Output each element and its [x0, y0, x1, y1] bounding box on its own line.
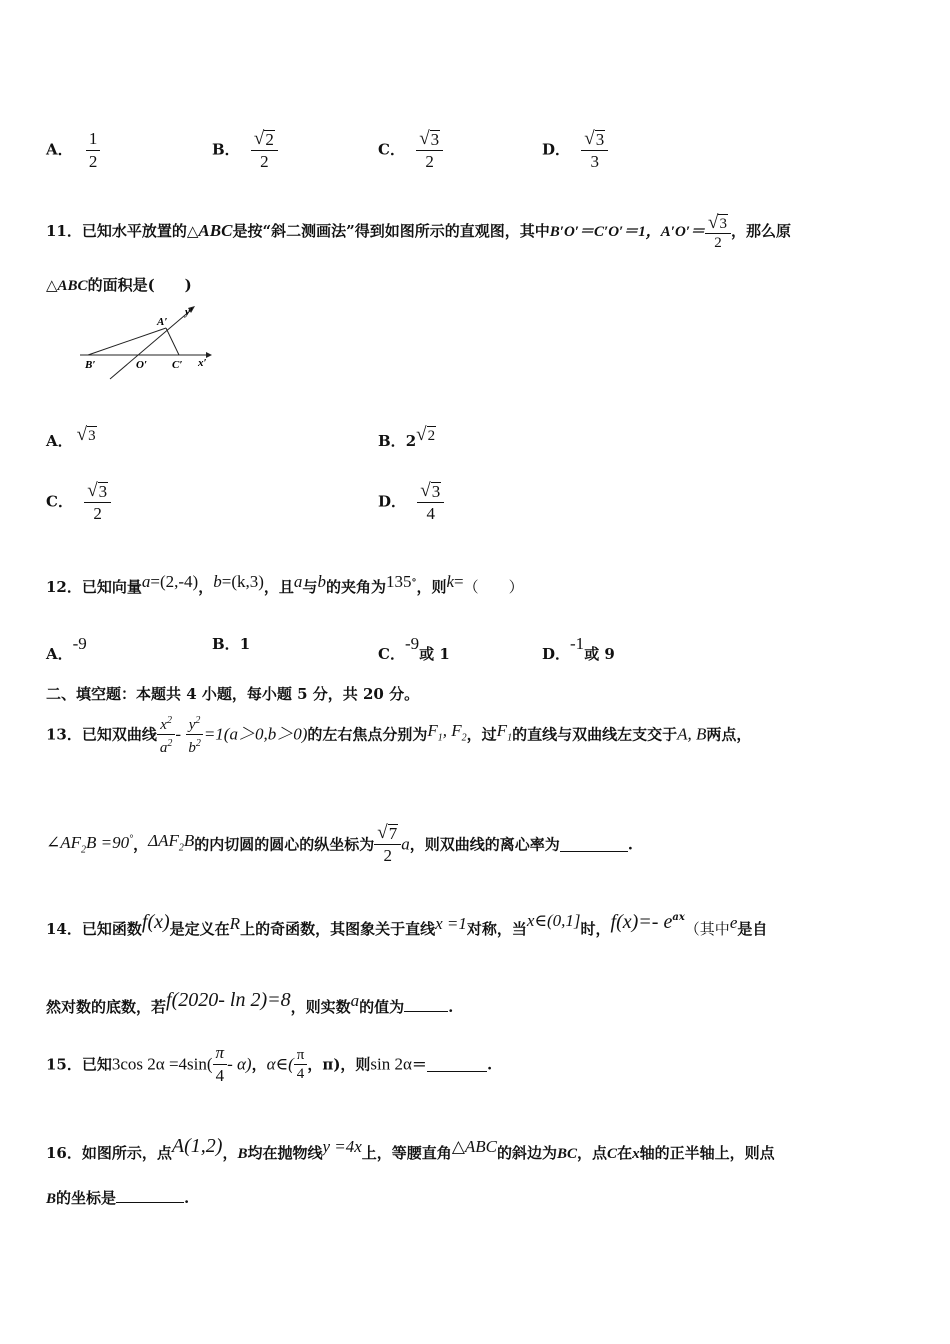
q13-answer-blank[interactable]: [560, 837, 628, 852]
q15-answer-blank[interactable]: [427, 1057, 487, 1072]
q12-option-a: A．-9: [46, 634, 87, 663]
q16-stem-line1: 16．如图所示，点A(1,2)，B均在抛物线y =4x上，等腰直角△ABC的斜边为BC，点C在x轴的正半轴上，则点: [46, 1135, 775, 1162]
q12-stem: 12．已知向量a=(2,-4)，b=(k,3)，且a与b的夹角为135°，则k=（ ）: [46, 572, 524, 596]
q12-option-b: B．1: [212, 635, 251, 653]
q11-stem-line2: △ABC的面积是( ): [46, 276, 192, 294]
q14-stem-line2: 然对数的底数，若f(2020- ln 2)=8，则实数a的值为 .: [46, 989, 454, 1016]
label-b-prime: B′: [85, 359, 96, 371]
q13-stem-line2: $\angle AF_2B =90^\circ$，$\Delta AF_2B$的内切圆的圆心的纵坐标为 √ 7 2 a，则双曲线的离心率为 .: [46, 822, 633, 865]
q14-answer-blank[interactable]: [404, 997, 448, 1012]
oblique-projection-figure: [78, 303, 213, 381]
q10-option-d: D． √ 3 3: [542, 128, 608, 173]
label-y-axis: y′: [185, 306, 193, 318]
q12-option-d: D．-1或 9: [542, 634, 615, 663]
q11-option-c: C． √ 3 2: [46, 480, 111, 525]
section-fill-in-heading: 二、填空题：本题共 4 小题，每小题 5 分，共 20 分。: [46, 685, 420, 703]
label-a-prime: A′: [157, 316, 168, 328]
label-c-prime: C′: [172, 359, 183, 371]
q11-option-d: D． √ 3 4: [378, 480, 444, 525]
q16-answer-blank[interactable]: [116, 1188, 184, 1203]
q10-option-c: C． √ 3 2: [378, 128, 443, 173]
q12-option-c: C．-9或 1: [378, 634, 450, 663]
q11-option-a: A． √ 3: [46, 424, 96, 450]
label-x-axis: x′: [198, 357, 207, 369]
q13-stem-line1: 13．已知双曲线 $\frac{x^2}{a^2}$ - $\frac{y^2}{b^2}$ =1(a＞0,b＞0)的左右焦点分别为$F_1$, $F_2$，过$F_1$的直线与双曲线左支交于A, B两点，: [46, 712, 751, 757]
q15-stem: 15．已知3cos 2α =4sin( $\frac{\pi}{4}$ - α)，α∈( $\frac{\pi}{4}$ ，π)，则sin 2α＝ .: [46, 1043, 493, 1085]
label-o-prime: O′: [136, 359, 148, 371]
q14-stem-line1: 14．已知函数f(x)是定义在R上的奇函数，其图象关于直线x =1对称，当x∈(0,1]时，f(x)=- $e^{ax}$（其中e是自: [46, 911, 768, 938]
q11-option-b: B．2 √ 2: [378, 424, 436, 450]
q11-stem-line1: 11．已知水平放置的△ABC是按“斜二测画法”得到如图所示的直观图，其中B′O′＝C′O′＝1，A′O′＝ √ 3 2 ，那么原: [46, 212, 791, 251]
q10-option-a: A． $\frac{1}{2}$: [46, 128, 100, 173]
q16-stem-line2: B的坐标是 .: [46, 1189, 190, 1207]
q10-option-b: B． √ 2 2: [212, 128, 278, 173]
